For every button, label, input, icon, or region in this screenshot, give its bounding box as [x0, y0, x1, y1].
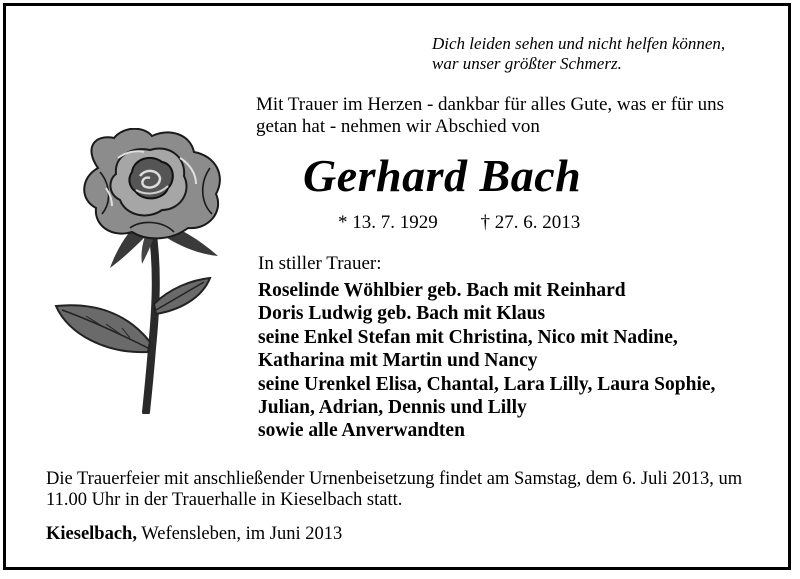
life-dates: [338, 212, 580, 234]
place-town: Kieselbach,: [46, 524, 137, 544]
mourner-line: sowie alle Anverwandten: [258, 420, 465, 442]
funeral-notice: Die Trauerfeier mit anschließender Urnenbeisetzung findet am Samstag, dem 6. Juli 2013, um 11.00 Uhr in der Trauerhalle in Kieselbach statt.: [46, 469, 743, 510]
birth-date: * 13. 7. 1929: [338, 212, 438, 233]
mourner-line: Katharina mit Martin und Nancy: [258, 350, 538, 372]
mourner-line: Doris Ludwig geb. Bach mit Klaus: [258, 303, 546, 325]
place-date-line: [46, 524, 342, 545]
motto-line-1: Dich leiden sehen und nicht helfen können,: [432, 34, 726, 53]
mourners-list: [258, 279, 715, 443]
mourner-line: seine Enkel Stefan mit Christina, Nico mit Nadine,: [258, 326, 678, 348]
motto-line-2: war unser größter Schmerz.: [432, 54, 622, 73]
mourning-heading: In stiller Trauer:: [258, 253, 382, 274]
place-rest: Wefensleben, im Juni 2013: [136, 524, 343, 544]
death-date: † 27. 6. 2013: [480, 212, 581, 233]
mourner-line: seine Urenkel Elisa, Chantal, Lara Lilly, Laura Sophie,: [258, 373, 716, 395]
mourner-line: Roselinde Wöhlbier geb. Bach mit Reinhard: [258, 280, 626, 301]
motto-quote: [432, 34, 725, 74]
deceased-name: Gerhard Bach: [303, 150, 582, 201]
mourner-line: Julian, Adrian, Dennis und Lilly: [258, 397, 527, 419]
intro-text: Mit Trauer im Herzen - dankbar für alles Gute, was er für uns getan hat - nehmen wir Abschied von: [256, 94, 725, 137]
rose-icon: [40, 128, 240, 414]
